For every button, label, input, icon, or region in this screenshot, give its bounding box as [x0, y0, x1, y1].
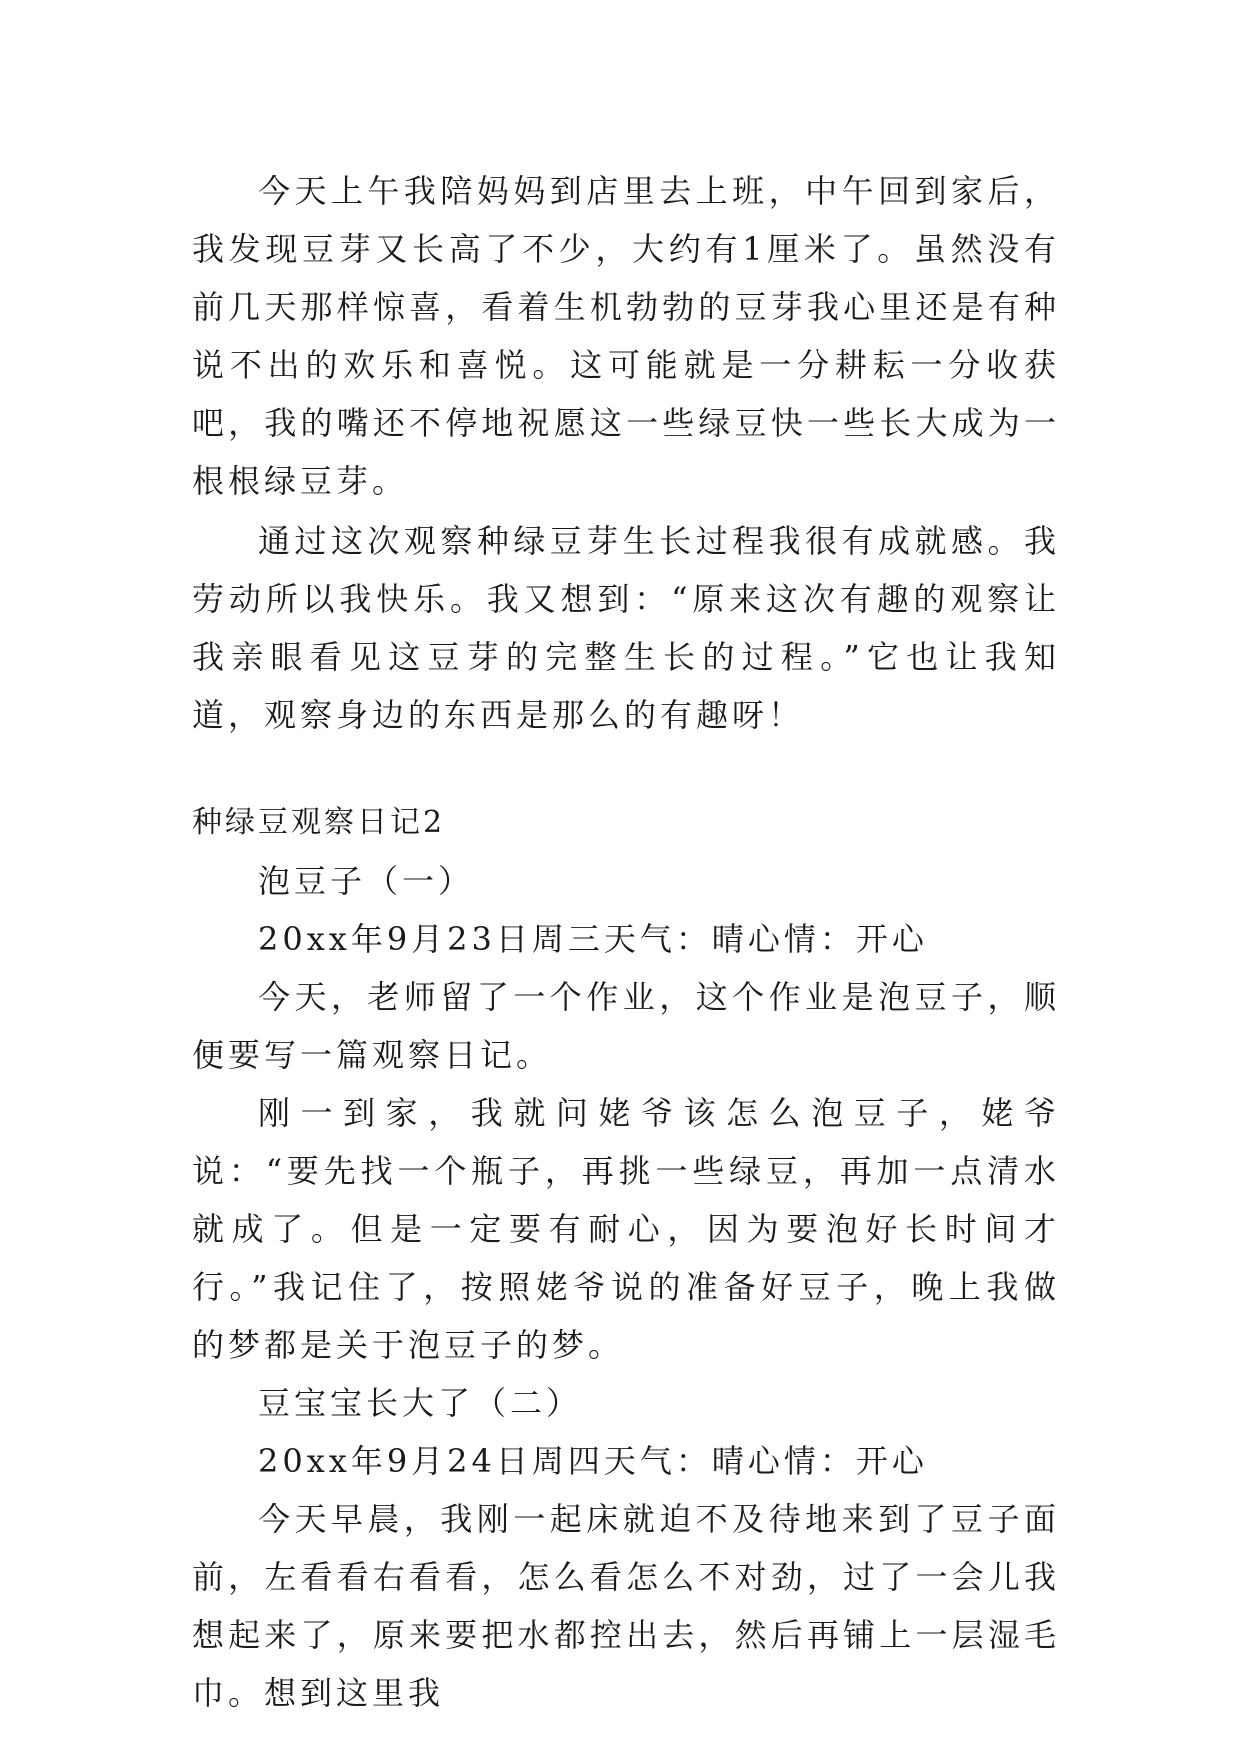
- body-paragraph: 通过这次观察种绿豆芽生长过程我很有成就感。我劳动所以我快乐。我又想到：“原来这次有趣的观察让我亲眼看见这豆芽的完整生长的过程。”它也让我知道，观察身边的东西是那么的有趣呀！: [192, 522, 1060, 734]
- entry-heading: 豆宝宝长大了（二）: [258, 1384, 583, 1422]
- section-title: 种绿豆观察日记2: [192, 805, 446, 840]
- entry-heading: 泡豆子（一）: [258, 862, 475, 900]
- body-paragraph: 今天上午我陪妈妈到店里去上班，中午回到家后，我发现豆芽又长高了不少，大约有1厘米了。虽然没有前几天那样惊喜，看着生机勃勃的豆芽我心里还是有种说不出的欢乐和喜悦。这可能就是一分耕耘一分收获吧，我的嘴还不停地祝愿这一些绿豆快一些长大成为一根根绿豆芽。: [192, 172, 1060, 500]
- document-page: [192, 162, 1060, 1722]
- body-paragraph: 刚一到家，我就问姥爷该怎么泡豆子，姥爷说：“要先找一个瓶子，再挑一些绿豆，再加一点清水就成了。但是一定要有耐心，因为要泡好长时间才行。”我记住了，按照姥爷说的准备好豆子，晚上我做的梦都是关于泡豆子的梦。: [192, 1094, 1060, 1364]
- entry-date-line: 20xx年9月23日周三天气：晴心情：开心: [258, 920, 928, 958]
- body-paragraph: 今天，老师留了一个作业，这个作业是泡豆子，顺便要写一篇观察日记。: [192, 978, 1060, 1074]
- body-paragraph: 今天早晨，我刚一起床就迫不及待地来到了豆子面前，左看看右看看，怎么看怎么不对劲，过了一会儿我想起来了，原来要把水都控出去，然后再铺上一层湿毛巾。想到这里我: [192, 1500, 1060, 1712]
- entry-date-line: 20xx年9月24日周四天气：晴心情：开心: [258, 1442, 928, 1480]
